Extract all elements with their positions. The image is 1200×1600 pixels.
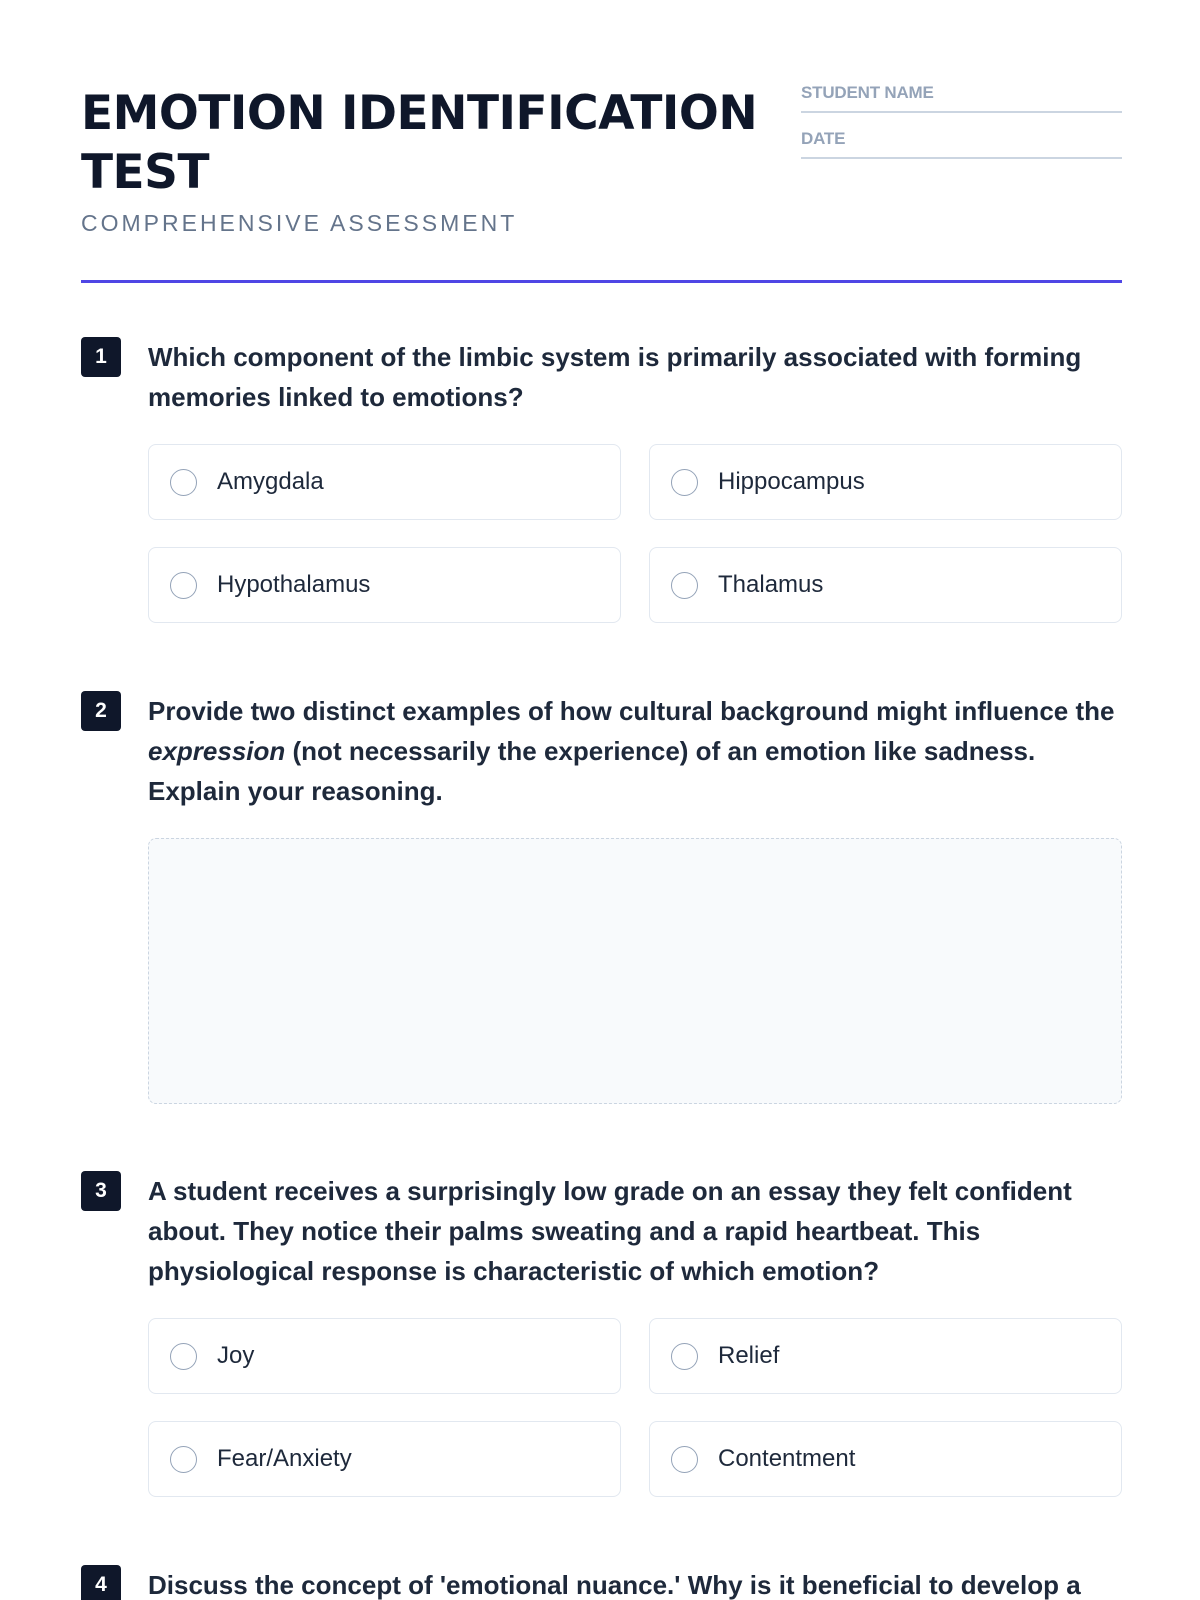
question-number-badge: 3 <box>81 1171 121 1211</box>
question-text: A student receives a surprisingly low grade on an essay they felt confident about. They notice their palms sweating and a rapid heartbeat. This physiological response is characteristic of which emotion? <box>148 1176 1072 1286</box>
option-amygdala[interactable] <box>148 444 621 520</box>
radio-button[interactable] <box>671 469 698 496</box>
option-label: Relief <box>718 1342 780 1369</box>
option-label: Hypothalamus <box>217 571 371 598</box>
question-text-part: Provide two distinct examples of how cultural background might influence the <box>148 696 1115 726</box>
radio-button[interactable] <box>170 572 197 599</box>
answer-textarea[interactable] <box>148 838 1122 1104</box>
header-divider <box>81 280 1122 283</box>
student-info-fields <box>801 80 1122 172</box>
option-relief[interactable] <box>649 1318 1122 1394</box>
test-header <box>81 80 1122 283</box>
date-field[interactable] <box>801 126 1122 159</box>
date-label: DATE <box>801 129 846 148</box>
option-hippocampus[interactable] <box>649 444 1122 520</box>
radio-button[interactable] <box>170 1343 197 1370</box>
option-joy[interactable] <box>148 1318 621 1394</box>
option-label: Fear/Anxiety <box>217 1445 352 1472</box>
option-label: Joy <box>217 1342 255 1369</box>
question-text-emphasis: expression <box>148 736 286 766</box>
option-thalamus[interactable] <box>649 547 1122 623</box>
radio-button[interactable] <box>671 572 698 599</box>
radio-button[interactable] <box>170 469 197 496</box>
test-title: EMOTION IDENTIFICATION TEST <box>81 86 758 200</box>
option-label: Hippocampus <box>718 468 865 495</box>
student-name-label: STUDENT NAME <box>801 83 934 102</box>
radio-button[interactable] <box>170 1446 197 1473</box>
option-hypothalamus[interactable] <box>148 547 621 623</box>
option-fear-anxiety[interactable] <box>148 1421 621 1497</box>
question-text: Discuss the concept of 'emotional nuance.' Why is it beneficial to develop a <box>148 1570 1081 1600</box>
question-text-part: (not necessarily the experience) of an emotion like sadness. Explain your reasoning. <box>148 736 1036 806</box>
question-number-badge: 2 <box>81 691 121 731</box>
option-label: Contentment <box>718 1445 856 1472</box>
test-subtitle: COMPREHENSIVE ASSESSMENT <box>81 210 518 236</box>
question-text: Which component of the limbic system is primarily associated with forming memories linked to emotions? <box>148 342 1082 412</box>
question-number-badge: 4 <box>81 1565 121 1600</box>
test-page <box>81 0 1122 1600</box>
question-text <box>148 691 1122 811</box>
radio-button[interactable] <box>671 1446 698 1473</box>
student-name-field[interactable] <box>801 80 1122 113</box>
question-number-badge: 1 <box>81 337 121 377</box>
option-contentment[interactable] <box>649 1421 1122 1497</box>
option-label: Thalamus <box>718 571 824 598</box>
option-label: Amygdala <box>217 468 324 495</box>
radio-button[interactable] <box>671 1343 698 1370</box>
